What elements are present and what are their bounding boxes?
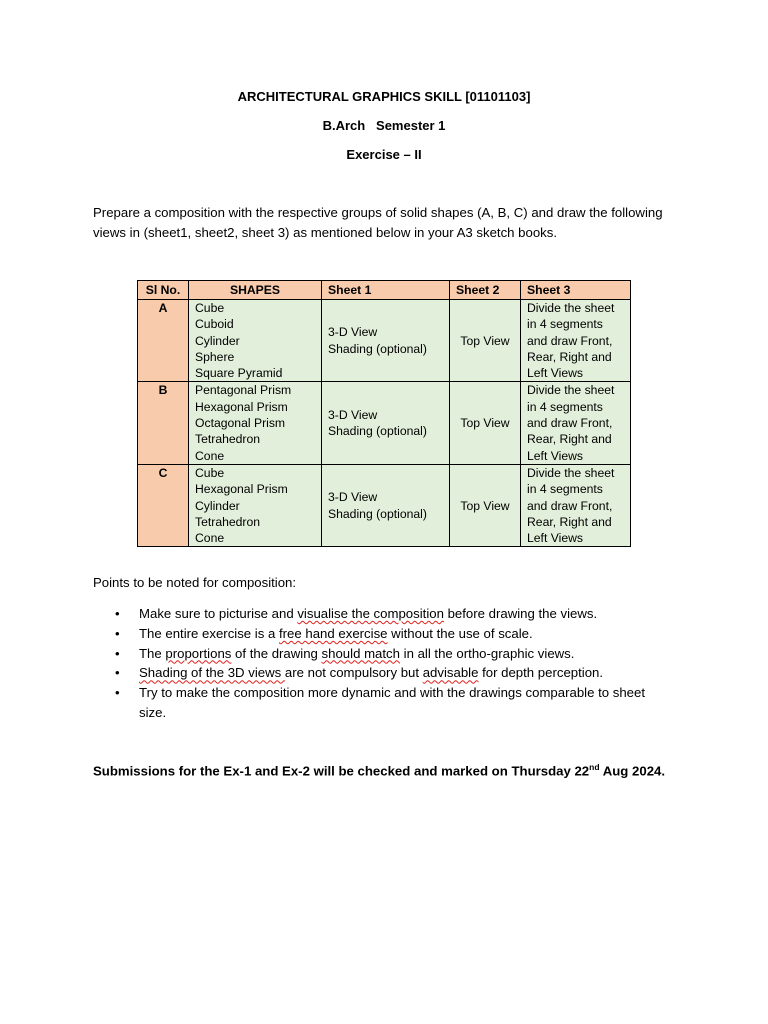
sheet-1-line: Shading (optional) (328, 341, 427, 356)
sheet-1-line: 3-D View (328, 490, 378, 505)
points-list (93, 604, 673, 723)
sheet-3-line: Left Views (527, 366, 584, 381)
submission-note (93, 762, 665, 778)
point-text: before drawing the views. (443, 606, 598, 621)
intro-paragraph: Prepare a composition with the respective groups of solid shapes (A, B, C) and draw the following views in (sheet1, sheet2, sheet 3) as mentioned below in your A3 sketch books. (93, 205, 663, 240)
row-sl-no: C (138, 464, 189, 546)
bullet-icon: • (115, 606, 120, 621)
shapes-table (137, 280, 631, 547)
shape-item: Cone (195, 448, 225, 463)
shape-item: Hexagonal Prism (195, 399, 288, 414)
table-body (138, 300, 631, 547)
bullet-icon: • (115, 645, 120, 661)
header-sl-no: Sl No. (138, 281, 189, 300)
point-text: The entire exercise is a (139, 625, 279, 641)
program-semester: B.Arch Semester 1 (322, 118, 446, 133)
sheet-3-line: Rear, Right and (527, 514, 612, 529)
row-sheet-1-cell (322, 464, 450, 546)
shape-item: Sphere (195, 349, 235, 364)
sheet-3-line: Left Views (527, 448, 584, 463)
submission-ordinal: nd (589, 762, 600, 772)
shape-item: Tetrahedron (195, 432, 261, 447)
point-text: for depth perception. (478, 665, 604, 681)
list-item (93, 683, 673, 723)
sheet-1-line: Shading (optional) (328, 506, 427, 521)
shape-item: Octagonal Prism (195, 416, 286, 431)
spellcheck-underlined-text: visualise the composition (297, 606, 444, 621)
point-text: are not compulsory but (284, 665, 423, 681)
row-sheet-3-cell (521, 382, 631, 464)
list-item (93, 644, 673, 664)
shape-item: Tetrahedron (195, 514, 261, 529)
list-item (93, 624, 673, 644)
shape-item: Cylinder (195, 333, 240, 348)
header-sheet-3: Sheet 3 (521, 281, 631, 300)
sheet-3-line: Left Views (527, 531, 584, 546)
sheet-3-line: and draw Front, (527, 416, 613, 431)
sheet-3-line: and draw Front, (527, 498, 613, 513)
table-header-row (138, 281, 631, 300)
spellcheck-underlined-text: should match (321, 645, 400, 661)
bullet-icon: • (115, 685, 120, 701)
shape-item: Cube (195, 465, 225, 480)
course-title: ARCHITECTURAL GRAPHICS SKILL [01101103] (237, 89, 531, 104)
point-text: Try to make the composition more dynamic and with the drawings comparable to sheet size. (139, 685, 646, 720)
sheet-3-line: Divide the sheet (527, 383, 615, 398)
spellcheck-underlined-text: free hand exercise (279, 625, 388, 641)
row-sheet-1-cell (322, 300, 450, 382)
point-text: in all the ortho-graphic views. (399, 645, 575, 661)
shape-item: Pentagonal Prism (195, 383, 292, 398)
table-row (138, 464, 631, 546)
sheet-1-line: Shading (optional) (328, 424, 427, 439)
row-shapes-cell (189, 382, 322, 464)
shape-item: Cone (195, 531, 225, 546)
spellcheck-underlined-text: Shading of the 3D views (139, 665, 285, 681)
table-row (138, 300, 631, 382)
sheet-3-line: Rear, Right and (527, 432, 612, 447)
header-shapes: SHAPES (189, 281, 322, 300)
sheet-3-line: Rear, Right and (527, 349, 612, 364)
sheet-3-line: and draw Front, (527, 333, 613, 348)
sheet-1-line: 3-D View (328, 407, 378, 422)
shape-item: Square Pyramid (195, 366, 283, 381)
point-text: without the use of scale. (387, 625, 533, 641)
point-text: The (139, 645, 166, 661)
shape-item: Cube (195, 301, 225, 315)
header-sheet-1: Sheet 1 (322, 281, 450, 300)
sheet-3-line: Divide the sheet (527, 301, 615, 315)
list-item (93, 663, 673, 683)
shape-item: Hexagonal Prism (195, 482, 288, 497)
submission-text: Submissions for the Ex-1 and Ex-2 will be checked and marked on Thursday 22 (93, 763, 590, 779)
points-title: Points to be noted for composition: (93, 575, 297, 590)
row-sheet-2-cell: Top View (450, 382, 521, 464)
header-sheet-2: Sheet 2 (450, 281, 521, 300)
sheet-3-line: Divide the sheet (527, 465, 615, 480)
sheet-3-line: in 4 segments (527, 317, 603, 332)
sheet-3-line: in 4 segments (527, 482, 603, 497)
row-sl-no: B (138, 382, 189, 464)
spellcheck-underlined-text: advisable (422, 665, 479, 681)
point-text: of the drawing (231, 645, 322, 661)
bullet-icon: • (115, 625, 120, 641)
shape-item: Cylinder (195, 498, 240, 513)
row-sheet-3-cell (521, 464, 631, 546)
row-sl-no: A (138, 300, 189, 382)
bullet-icon: • (115, 665, 120, 681)
table-row (138, 382, 631, 464)
list-item (93, 604, 673, 624)
spellcheck-underlined-text: proportions (165, 645, 232, 661)
row-sheet-2-cell: Top View (450, 300, 521, 382)
row-sheet-2-cell: Top View (450, 464, 521, 546)
shape-item: Cuboid (195, 317, 234, 332)
row-shapes-cell (189, 300, 322, 382)
submission-date-end: Aug 2024. (599, 763, 666, 779)
sheet-3-line: in 4 segments (527, 399, 603, 414)
row-sheet-1-cell (322, 382, 450, 464)
sheet-1-line: 3-D View (328, 325, 378, 340)
point-text: Make sure to picturise and (139, 606, 298, 621)
exercise-title: Exercise – II (346, 147, 422, 162)
row-shapes-cell (189, 464, 322, 546)
row-sheet-3-cell (521, 300, 631, 382)
